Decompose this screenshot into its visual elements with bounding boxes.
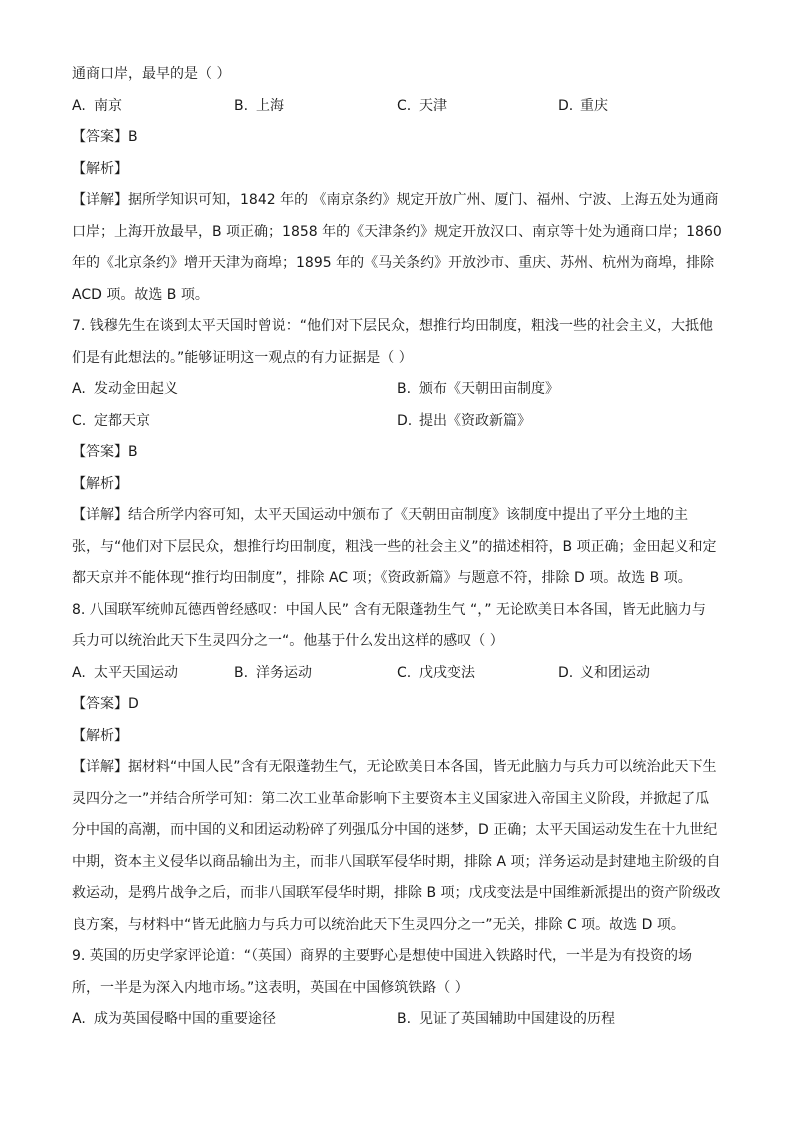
option-label: A. — [72, 381, 86, 397]
option-label: A. — [72, 97, 86, 114]
option-text: 南京 — [94, 97, 122, 114]
option-label: D. — [558, 97, 574, 114]
option-text: 义和团运动 — [580, 664, 650, 681]
q7-detail — [72, 505, 732, 588]
option-text: 天津 — [419, 97, 447, 114]
option-text: 重庆 — [580, 97, 608, 114]
q8-options — [72, 663, 732, 683]
q6-option-c — [397, 96, 447, 116]
option-label: C. — [72, 412, 87, 429]
q8-stem — [72, 600, 732, 652]
option-text: 见证了英国辅助中国建设的历程 — [419, 1011, 615, 1027]
q8-stem-line: 8. 八国联军统帅瓦德西曾经感叹：中国人民” 含有无限蓬勃生气 “，” 无论欧美日本各国，皆无此脑力与 — [72, 601, 706, 618]
q6-detail-line: 【详解】据所学知识可知，1842 年的 《南京条约》规定开放广州、厦门、福州、宁波、上海五处为通商 — [72, 192, 719, 208]
q8-option-a — [72, 663, 178, 683]
option-text: 上海 — [256, 97, 284, 114]
q6-analysis-label: 【解析】 — [72, 160, 128, 177]
q7-analysis-label: 【解析】 — [72, 475, 128, 492]
q6-detail-line: ACD 项。故选 B 项。 — [72, 286, 209, 303]
q8-detail-line: 分中国的高潮，而中国的义和团运动粉碎了列强瓜分中国的迷梦，D 正确；太平天国运动发生在十九世纪 — [72, 822, 718, 838]
q8-stem-line: 兵力可以统治此天下生灵四分之一“。他基于什么发出这样的感叹（ ） — [72, 633, 504, 649]
option-text: 洋务运动 — [256, 664, 312, 681]
q6-options — [72, 96, 732, 116]
option-label: D. — [397, 412, 413, 429]
q6-detail-line: 年的《北京条约》增开天津为商埠；1895 年的《马关条约》开放沙市、重庆、苏州、杭州为商埠，排除 — [72, 255, 715, 271]
q7-option-b — [397, 379, 559, 399]
option-label: B. — [234, 664, 249, 681]
option-text: 提出《资政新篇》 — [419, 412, 531, 429]
q6-option-d — [558, 96, 608, 116]
q7-stem-line: 们是有此想法的。”能够证明这一观点的有力证据是（ ） — [72, 349, 413, 366]
q9-stem-line: 所，一半是为深入内地市场。”这表明，英国在中国修筑铁路（ ） — [72, 979, 469, 996]
option-label: D. — [558, 664, 574, 681]
q6-stem-tail: 通商口岸，最早的是（ ） — [72, 66, 231, 82]
q6-detail-line: 口岸；上海开放最早，B 项正确；1858 年的《天津条约》规定开放汉口、南京等十处为通商口岸；1860 — [72, 223, 722, 240]
q7-stem-line: 7. 钱穆先生在谈到太平天国时曾说：“他们对下层民众，想推行均田制度，粗浅一些的社会主义，大抵他 — [72, 318, 714, 334]
q9-option-b — [397, 1009, 615, 1029]
option-label: A. — [72, 664, 86, 681]
q7-options-row-1 — [72, 379, 732, 399]
q9-option-a — [72, 1009, 276, 1029]
q7-detail-line: 张，与“他们对下层民众，想推行均田制度，粗浅一些的社会主义”的描述相符，B 项正确；金田起义和定 — [72, 538, 717, 555]
q7-answer: 【答案】B — [72, 444, 138, 460]
q8-detail-line: 灵四分之一”并结合所学可知：第二次工业革命影响下主要资本主义国家进入帝国主义阶段，并掀起了瓜 — [72, 790, 710, 807]
option-label: B. — [397, 1011, 412, 1027]
q7-option-d — [397, 411, 531, 431]
q8-option-c — [397, 663, 475, 683]
q8-analysis-label: 【解析】 — [72, 727, 128, 744]
q6-option-b — [234, 96, 284, 116]
option-label: B. — [234, 97, 249, 114]
option-label: C. — [397, 664, 412, 681]
q8-detail-line: 【详解】据材料“中国人民”含有无限蓬勃生气，无论欧美日本各国，皆无此脑力与兵力可以统治此天下生 — [72, 759, 717, 775]
option-text: 定都天京 — [94, 412, 150, 429]
q7-detail-line: 都天京并不能体现“推行均田制度”，排除 AC 项；《资政新篇》与题意不符，排除 D 项。故选 B 项。 — [72, 570, 692, 586]
q9-options-row-1 — [72, 1009, 732, 1029]
option-text: 颁布《天朝田亩制度》 — [419, 381, 559, 397]
option-label: A. — [72, 1011, 86, 1027]
q6-answer: 【答案】B — [72, 129, 138, 145]
q7-options-row-2 — [72, 411, 732, 431]
option-text: 太平天国运动 — [94, 664, 178, 681]
q7-option-a — [72, 379, 178, 399]
q7-option-c — [72, 411, 150, 431]
q7-stem — [72, 316, 732, 368]
option-text: 发动金田起义 — [94, 381, 178, 397]
option-text: 戊戌变法 — [419, 664, 475, 681]
option-label: B. — [397, 381, 412, 397]
q9-stem-line: 9. 英国的历史学家评论道：“（英国）商界的主要野心是想使中国进入铁路时代，一半是为有投资的场 — [72, 948, 693, 964]
q8-detail-line: 良方案，与材料中“皆无此脑力与兵力可以统治此天下生灵四分之一”无关，排除 C 项。故选 D 项。 — [72, 916, 685, 933]
q8-detail-line: 中期，资本主义侵华以商品输出为主，而非八国联军侵华时期，排除 A 项；洋务运动是封建地主阶级的自 — [72, 853, 721, 870]
q8-option-d — [558, 663, 650, 683]
q6-option-a — [72, 96, 122, 116]
q8-answer: 【答案】D — [72, 696, 139, 712]
option-label: C. — [397, 97, 412, 114]
q8-detail-line: 救运动，是鸦片战争之后，而非八国联军侵华时期，排除 B 项；戊戌变法是中国维新派提出的资产阶级改 — [72, 885, 721, 901]
q8-option-b — [234, 663, 312, 683]
document-page — [72, 64, 732, 1041]
q9-stem — [72, 946, 732, 998]
q6-detail — [72, 190, 732, 305]
option-text: 成为英国侵略中国的重要途径 — [94, 1011, 276, 1027]
q7-detail-line: 【详解】结合所学内容可知，太平天国运动中颁布了《天朝田亩制度》该制度中提出了平分土地的主 — [72, 507, 688, 523]
q8-detail — [72, 757, 732, 935]
